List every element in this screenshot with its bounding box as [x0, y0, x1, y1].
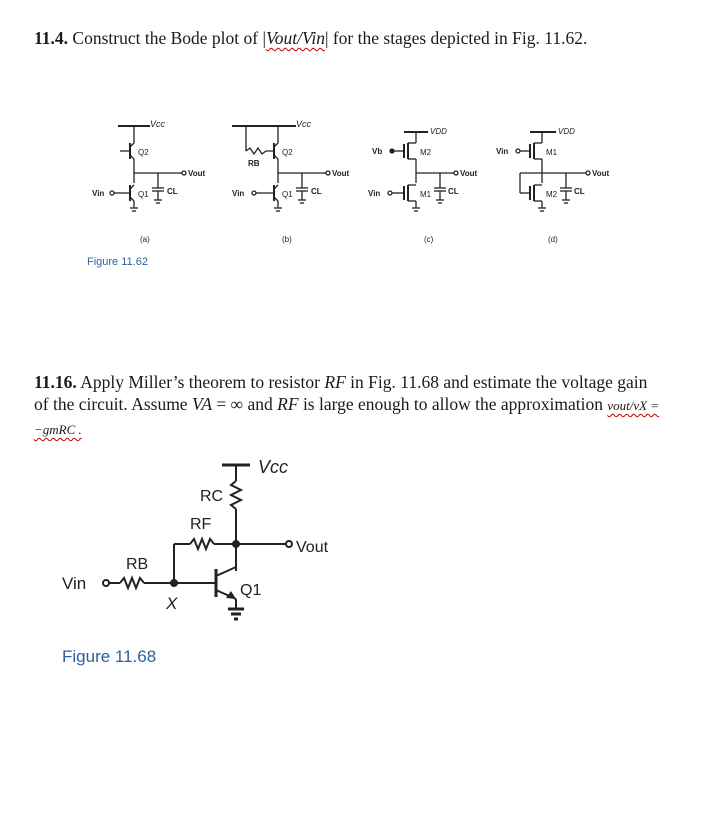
x-node-label: X — [166, 594, 178, 613]
circuit-a — [92, 119, 206, 244]
vdd-label: VDD — [430, 127, 447, 136]
circuit-b — [232, 119, 350, 244]
va-symbol: VA — [191, 394, 213, 414]
rb-label: RB — [248, 159, 260, 168]
vin-label: Vin — [92, 189, 105, 198]
m1-label: M1 — [420, 190, 432, 199]
problem-number: 11.4. — [34, 28, 69, 48]
vout-label: Vout — [188, 169, 206, 178]
vcc-label: Vcc — [296, 119, 312, 129]
problem-text: Construct the Bode plot of | — [68, 28, 266, 48]
vin-label: Vin — [496, 147, 509, 156]
transfer-expression: Vout/Vin — [265, 28, 325, 48]
figure-11-62 — [0, 110, 722, 360]
rc-label: RC — [200, 488, 224, 505]
figure-11-68-caption: Figure 11.68 — [62, 647, 157, 666]
cl-label: CL — [167, 187, 178, 196]
rf-symbol: RF — [324, 372, 346, 392]
m2-label: M2 — [546, 190, 558, 199]
q2-label: Q2 — [282, 148, 293, 157]
figure-11-62-caption: Figure 11.62 — [87, 256, 148, 268]
figure-11-68 — [0, 445, 722, 645]
vcc-label: Vcc — [150, 119, 166, 129]
cl-label: CL — [311, 187, 322, 196]
problem-text: | for the stages depicted in Fig. 11.62. — [324, 28, 588, 48]
vin-label: Vin — [368, 189, 381, 198]
problem-11-4 — [34, 27, 694, 49]
vin-label: Vin — [232, 189, 245, 198]
panel-label-a: (a) — [140, 235, 150, 244]
problem-text: in Fig. 11.68 and estimate the voltage gain of the circuit. Assume — [34, 372, 648, 414]
circuit-d — [496, 127, 610, 244]
problem-text: is large enough to allow the approximation — [298, 394, 608, 414]
panel-label-c: (c) — [424, 235, 434, 244]
panel-label-b: (b) — [282, 235, 292, 244]
m2-label: M2 — [420, 148, 432, 157]
m1-label: M1 — [546, 148, 558, 157]
cl-label: CL — [448, 187, 459, 196]
vout-label: Vout — [592, 169, 610, 178]
q2-label: Q2 — [138, 148, 149, 157]
q1-label: Q1 — [282, 190, 293, 199]
rf-label: RF — [190, 516, 212, 533]
rf-symbol: RF — [277, 394, 299, 414]
vcc-label: Vcc — [258, 457, 289, 477]
circuit-c — [368, 127, 478, 244]
panel-label-d: (d) — [548, 235, 558, 244]
vb-label: Vb — [372, 147, 383, 156]
problem-11-16 — [34, 371, 664, 441]
gain-approximation: vout/vX = −gmRC . — [34, 398, 660, 437]
q1-label: Q1 — [138, 190, 149, 199]
vout-label: Vout — [460, 169, 478, 178]
problem-number: 11.16. — [34, 372, 77, 392]
vdd-label: VDD — [558, 127, 575, 136]
problem-text: = ∞ and — [212, 394, 278, 414]
cl-label: CL — [574, 187, 585, 196]
vout-label: Vout — [296, 539, 329, 556]
vin-label: Vin — [62, 574, 87, 593]
problem-text: Apply Miller’s theorem to resistor — [76, 372, 325, 392]
q1-label: Q1 — [240, 582, 262, 599]
vout-label: Vout — [332, 169, 350, 178]
rb-label: RB — [126, 556, 149, 573]
